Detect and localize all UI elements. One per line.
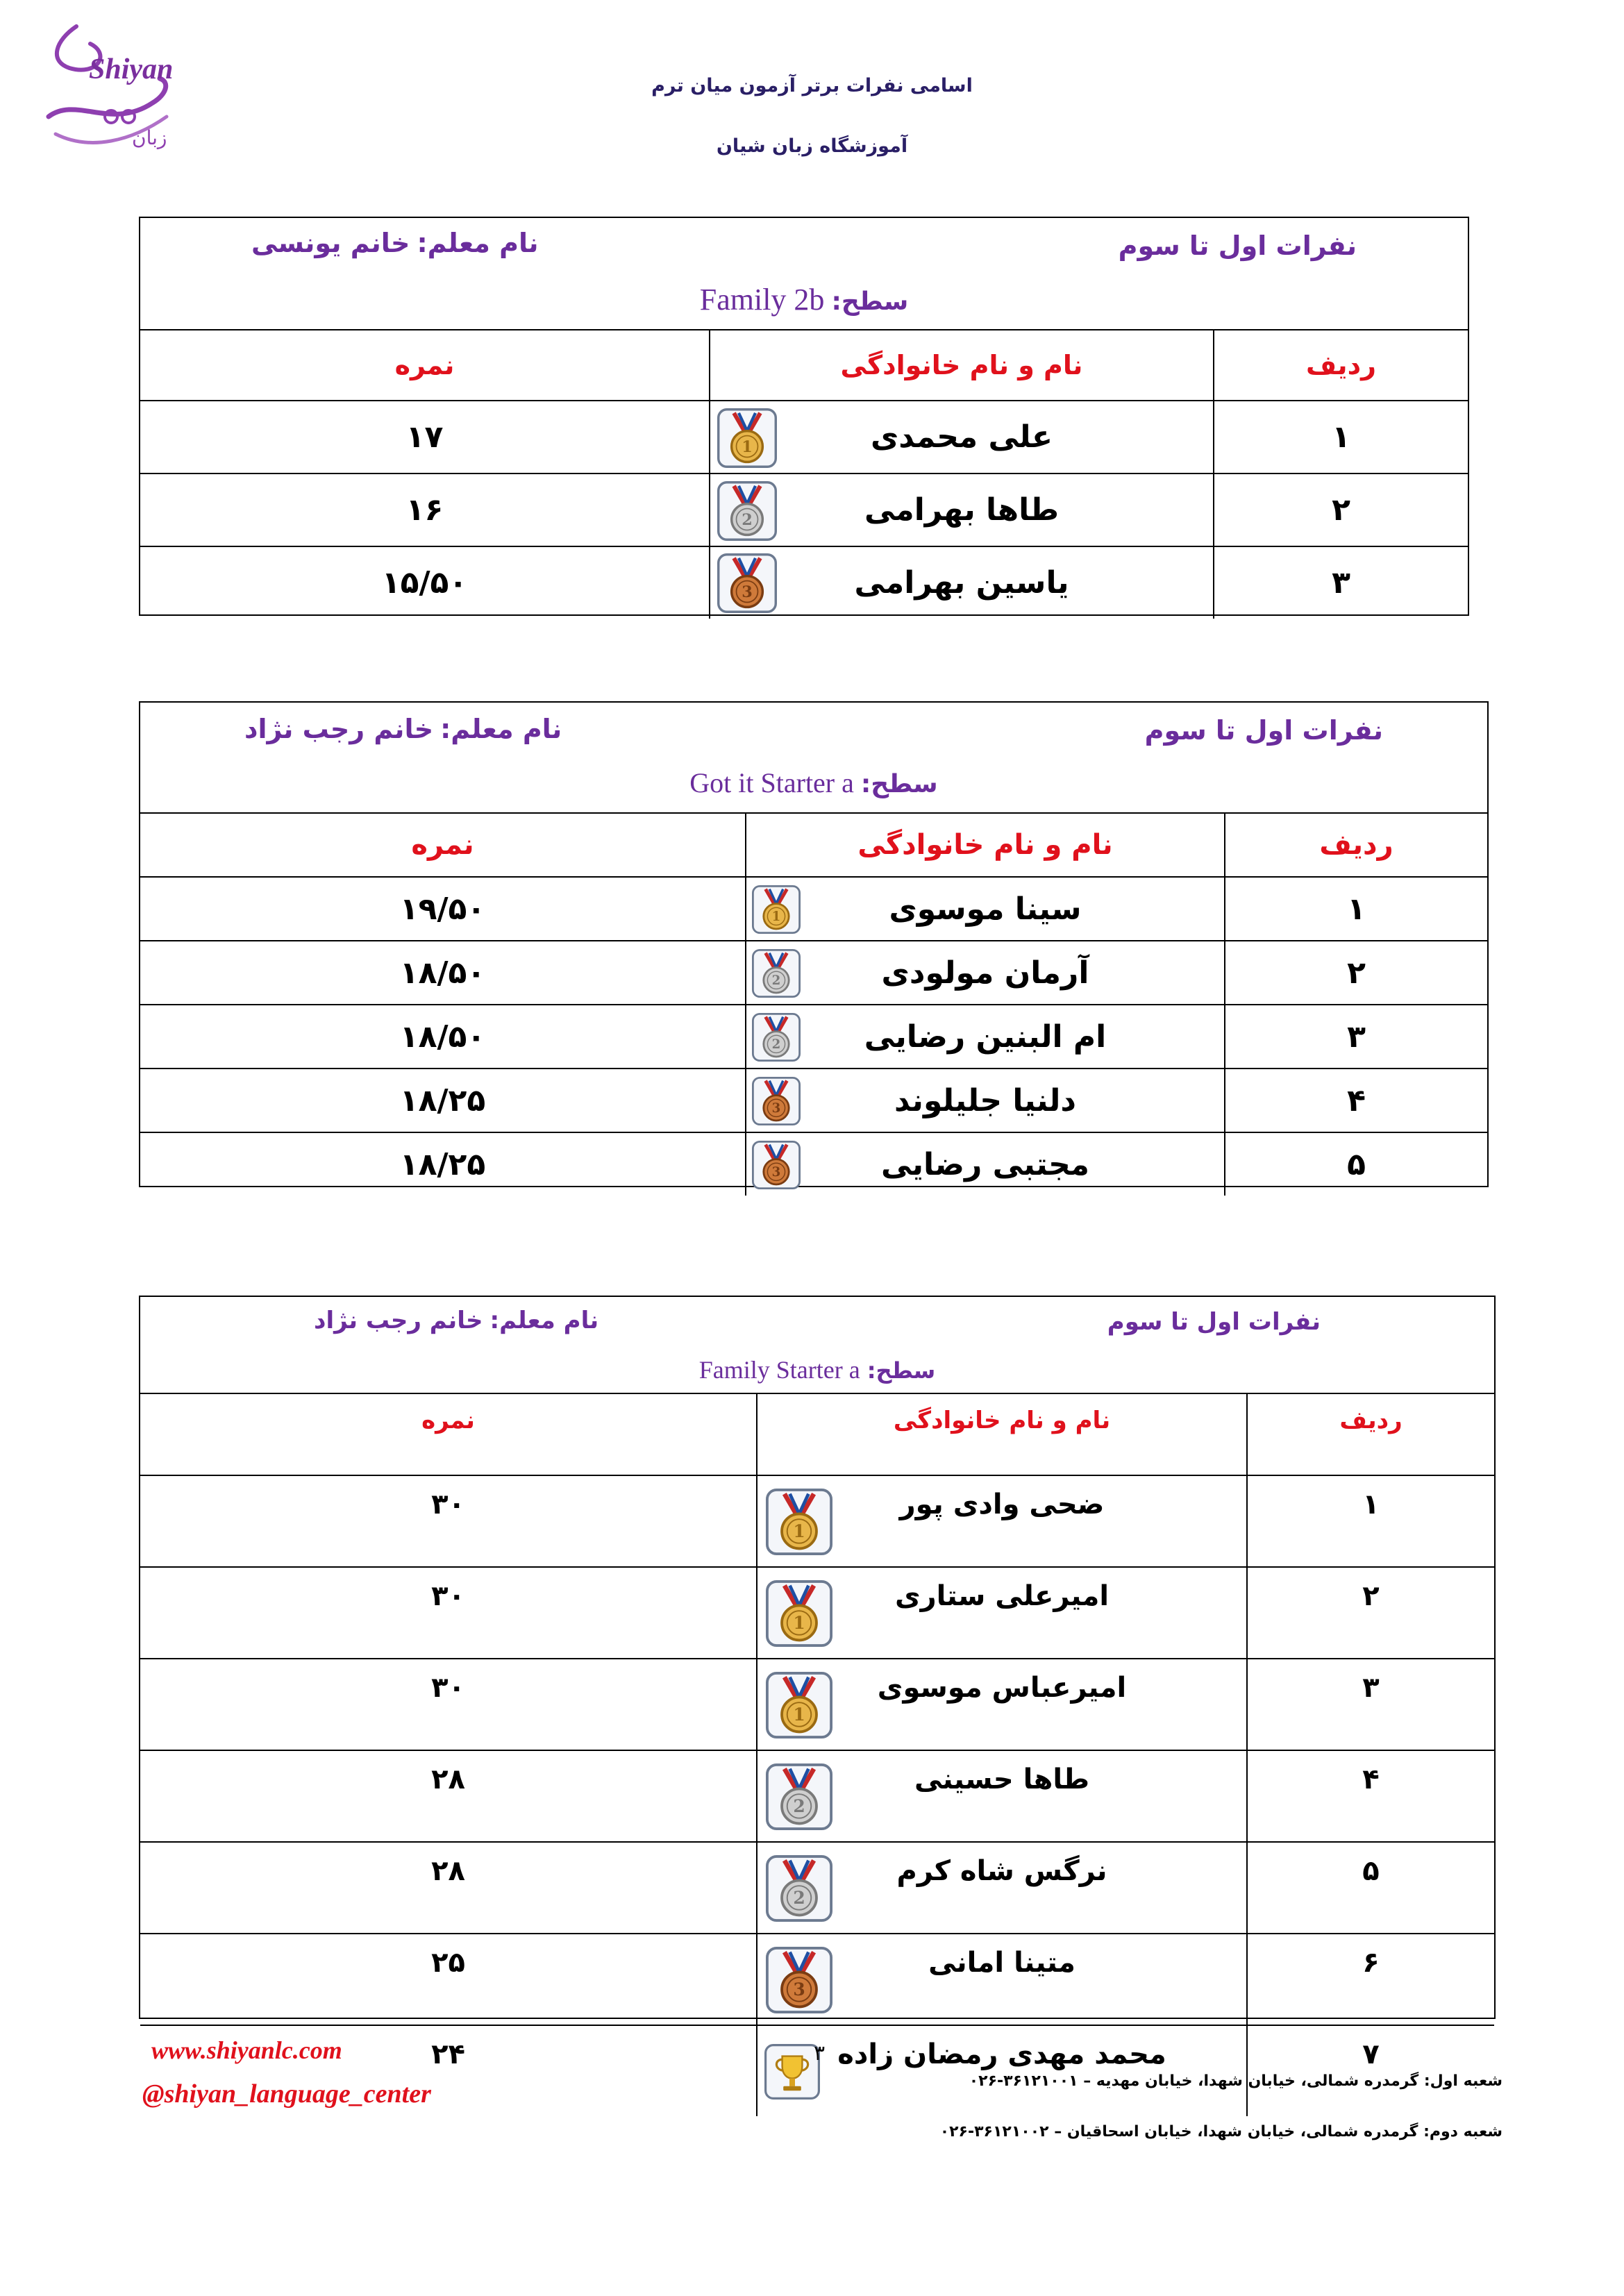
name-cell — [746, 941, 1225, 1005]
student-name: مجتبی رضایی — [880, 1146, 1090, 1182]
table-row — [140, 1842, 1494, 1934]
gold-medal-icon — [752, 885, 801, 934]
svg-text:1: 1 — [793, 1704, 805, 1725]
name-cell — [757, 1842, 1247, 1934]
score-cell: ۱۸/۲۵ — [140, 1069, 746, 1132]
teacher-label: نام معلم: — [417, 228, 539, 258]
name-cell — [746, 1132, 1225, 1196]
document-subtitle: آموزشگاه زبان شیان — [716, 135, 908, 157]
branch-address-1: شعبه اول: گرمدره شمالی، خیابان شهدا، خیابان مهدیه – ۳۶۱۲۱۰۰۱-۰۲۶ — [969, 2072, 1502, 2090]
rank-cell: ۱ — [1214, 401, 1468, 474]
level-label: سطح: — [867, 1357, 936, 1384]
table-row — [140, 1069, 1487, 1132]
website-link[interactable]: www.shiyanlc.com — [151, 2036, 342, 2064]
table-header-panel — [140, 703, 1487, 814]
teacher-info — [244, 714, 562, 744]
name-cell — [746, 1069, 1225, 1132]
svg-text:1: 1 — [771, 910, 781, 925]
score-cell: ۱۸/۵۰ — [140, 1005, 746, 1069]
table-row — [140, 1659, 1494, 1750]
ranking-table-2 — [139, 701, 1489, 1187]
col-score: نمره — [140, 814, 746, 877]
table-row — [140, 1750, 1494, 1842]
name-cell — [710, 546, 1214, 619]
student-name: نرگس شاه کرم — [896, 1855, 1107, 1887]
page-number: ۳ — [814, 2041, 826, 2065]
rank-cell: ۲ — [1247, 1567, 1494, 1659]
student-name: محمد مهدی رمضان زاده — [837, 2038, 1166, 2070]
student-name: طاها بهرامی — [864, 492, 1060, 528]
table-row — [140, 474, 1468, 546]
col-score: نمره — [140, 1394, 757, 1475]
col-rank: ردیف — [1247, 1394, 1494, 1475]
silver-medal-icon — [752, 1013, 801, 1062]
name-cell — [757, 1750, 1247, 1842]
score-cell: ۲۸ — [140, 1842, 757, 1934]
gold-medal-icon — [766, 1489, 832, 1555]
column-header-row — [140, 814, 1487, 877]
svg-text:3: 3 — [793, 1979, 805, 2000]
teacher-label: نام معلم: — [489, 1307, 599, 1334]
student-name: طاها حسینی — [914, 1763, 1090, 1795]
silver-medal-icon — [766, 1855, 832, 1922]
logo-text: Shiyan — [89, 53, 174, 85]
table-row — [140, 1475, 1494, 1567]
svg-text:1: 1 — [742, 437, 753, 456]
level-label: سطح: — [860, 770, 938, 798]
gold-medal-icon — [766, 1672, 832, 1738]
student-name: دلنیا جلیلوند — [894, 1082, 1076, 1118]
silver-medal-icon — [766, 1763, 832, 1830]
score-cell: ۱۸/۲۵ — [140, 1132, 746, 1196]
level-label: سطح: — [831, 287, 909, 316]
table-row — [140, 1567, 1494, 1659]
svg-text:3: 3 — [771, 1165, 781, 1180]
col-name: نام و نام خانوادگی — [746, 814, 1225, 877]
col-name: نام و نام خانوادگی — [710, 330, 1214, 401]
rank-cell: ۴ — [1225, 1069, 1487, 1132]
student-name: امیرعلی ستاری — [894, 1580, 1110, 1612]
rank-cell: ۳ — [1214, 546, 1468, 619]
table-row — [140, 546, 1468, 619]
level-info — [140, 766, 1487, 799]
table-row — [140, 941, 1487, 1005]
column-header-row — [140, 1394, 1494, 1475]
name-cell — [757, 1934, 1247, 2025]
table-heading: نفرات اول تا سوم — [1144, 715, 1383, 746]
student-name: سینا موسوی — [889, 891, 1082, 927]
name-cell — [710, 401, 1214, 474]
score-cell: ۳۰ — [140, 1659, 757, 1750]
col-name: نام و نام خانوادگی — [757, 1394, 1247, 1475]
ranking-grid — [140, 330, 1468, 619]
name-cell — [710, 474, 1214, 546]
svg-text:2: 2 — [771, 973, 781, 989]
svg-text:3: 3 — [771, 1101, 781, 1116]
score-cell: ۳۰ — [140, 1475, 757, 1567]
teacher-name: خانم رجب نژاد — [314, 1307, 483, 1334]
teacher-name: خانم رجب نژاد — [244, 714, 434, 744]
ranking-table-1 — [139, 217, 1469, 616]
level-value: Family Starter a — [698, 1356, 860, 1384]
svg-text:3: 3 — [742, 583, 753, 601]
rank-cell: ۳ — [1225, 1005, 1487, 1069]
instagram-handle[interactable]: @shiyan_language_center — [142, 2079, 431, 2109]
svg-text:2: 2 — [793, 1796, 805, 1817]
table-row — [140, 1005, 1487, 1069]
col-rank: ردیف — [1214, 330, 1468, 401]
score-cell: ۱۵/۵۰ — [140, 546, 710, 619]
rank-cell: ۱ — [1225, 877, 1487, 941]
rank-cell: ۶ — [1247, 1934, 1494, 2025]
bronze-medal-icon — [752, 1141, 801, 1189]
table-row — [140, 1132, 1487, 1196]
score-cell: ۲۴ — [140, 2025, 757, 2116]
student-name: ضحی وادی پور — [899, 1489, 1105, 1520]
score-cell: ۲۸ — [140, 1750, 757, 1842]
ranking-grid — [140, 1394, 1494, 2116]
rank-cell: ۳ — [1247, 1659, 1494, 1750]
rank-cell: ۲ — [1214, 474, 1468, 546]
teacher-label: نام معلم: — [440, 714, 562, 744]
table-row — [140, 401, 1468, 474]
bronze-medal-icon — [752, 1077, 801, 1125]
level-info — [140, 282, 1468, 317]
svg-text:2: 2 — [793, 1888, 805, 1909]
svg-text:2: 2 — [742, 510, 753, 529]
level-value: Family 2b — [699, 283, 825, 317]
rank-cell: ۵ — [1247, 1842, 1494, 1934]
student-name: علی محمدی — [870, 419, 1053, 455]
name-cell — [746, 877, 1225, 941]
rank-cell: ۱ — [1247, 1475, 1494, 1567]
rank-cell: ۲ — [1225, 941, 1487, 1005]
gold-medal-icon — [766, 1580, 832, 1647]
col-score: نمره — [140, 330, 710, 401]
table-heading: نفرات اول تا سوم — [1118, 231, 1357, 261]
svg-text:1: 1 — [793, 1521, 805, 1542]
document-title: اسامی نفرات برتر آزمون میان ترم — [651, 75, 973, 97]
table-row — [140, 877, 1487, 941]
student-name: متینا امانی — [928, 1947, 1075, 1979]
trophy-icon — [764, 2044, 820, 2100]
silver-medal-icon — [752, 949, 801, 998]
name-cell — [746, 1005, 1225, 1069]
name-cell — [757, 2025, 1247, 2116]
column-header-row — [140, 330, 1468, 401]
rank-cell: ۴ — [1247, 1750, 1494, 1842]
name-cell — [757, 1475, 1247, 1567]
svg-text:2: 2 — [771, 1037, 781, 1053]
name-cell — [757, 1659, 1247, 1750]
level-info — [140, 1355, 1494, 1384]
name-cell — [757, 1567, 1247, 1659]
teacher-name: خانم یونسی — [251, 228, 410, 258]
student-name: یاسین بهرامی — [854, 565, 1069, 601]
student-name: ام البنین رضایی — [864, 1019, 1107, 1055]
score-cell: ۱۹/۵۰ — [140, 877, 746, 941]
level-value: Got it Starter a — [689, 767, 854, 798]
table-row — [140, 1934, 1494, 2025]
logo-subtext: زبان — [132, 126, 167, 149]
ranking-grid — [140, 814, 1487, 1196]
score-cell: ۳۰ — [140, 1567, 757, 1659]
bronze-medal-icon — [766, 1947, 832, 2013]
score-cell: ۱۶ — [140, 474, 710, 546]
score-cell: ۱۷ — [140, 401, 710, 474]
score-cell: ۲۵ — [140, 1934, 757, 2025]
teacher-info — [251, 228, 539, 258]
silver-medal-icon — [717, 481, 777, 541]
bronze-medal-icon — [717, 553, 777, 613]
rank-cell: ۷ — [1247, 2025, 1494, 2116]
svg-text:1: 1 — [793, 1613, 805, 1634]
table-header-panel — [140, 218, 1468, 330]
table-heading: نفرات اول تا سوم — [1107, 1308, 1321, 1336]
rank-cell: ۵ — [1225, 1132, 1487, 1196]
teacher-info — [314, 1307, 598, 1334]
col-rank: ردیف — [1225, 814, 1487, 877]
score-cell: ۱۸/۵۰ — [140, 941, 746, 1005]
gold-medal-icon — [717, 408, 777, 468]
student-name: آرمان مولودی — [881, 955, 1089, 991]
student-name: امیرعباس موسوی — [877, 1672, 1127, 1704]
table-header-panel — [140, 1297, 1494, 1394]
branch-address-2: شعبه دوم: گرمدره شمالی، خیابان شهدا، خیابان اسحاقیان – ۳۶۱۲۱۰۰۲-۰۲۶ — [939, 2123, 1502, 2140]
